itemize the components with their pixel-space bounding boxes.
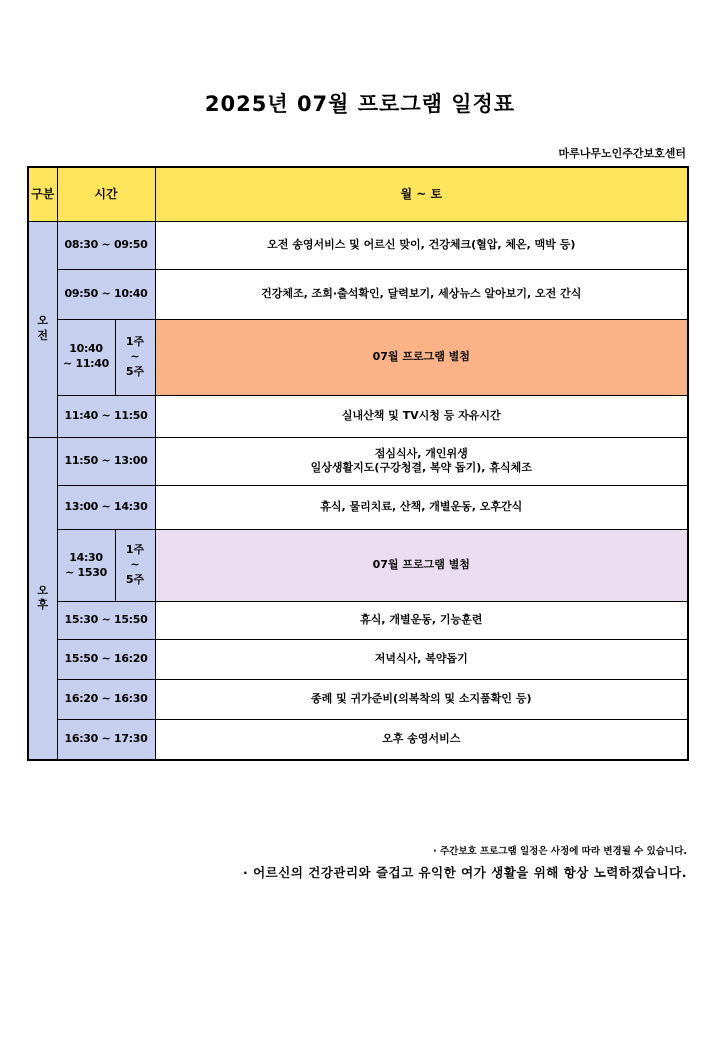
activity-cell: 휴식, 개별운동, 기능훈련 — [155, 602, 688, 640]
header-category: 구분 — [28, 167, 57, 221]
time-cell: 09:50 ~ 10:40 — [57, 269, 155, 319]
table-row — [28, 221, 688, 269]
table-row — [28, 720, 688, 760]
time-cell: 15:50 ~ 16:20 — [57, 640, 155, 680]
time-cell: 08:30 ~ 09:50 — [57, 221, 155, 269]
activity-cell: 오전 송영서비스 및 어르신 맞이, 건강체크(혈압, 체온, 맥박 등) — [155, 221, 688, 269]
time-cell: 16:30 ~ 17:30 — [57, 720, 155, 760]
time-cell: 10:40 ~ 11:40 — [57, 319, 115, 395]
footnotes — [243, 843, 687, 881]
section-pm: 오 후 — [28, 437, 57, 760]
section-am: 오 전 — [28, 221, 57, 437]
table-row — [28, 486, 688, 530]
activity-cell: 점심식사, 개인위생 일상생활지도(구강청결, 복약 돕기), 휴식체조 — [155, 437, 688, 485]
page-title: 2025년 07월 프로그램 일정표 — [204, 92, 516, 116]
table-row — [28, 437, 688, 485]
footnote-schedule-change: · 주간보호 프로그램 일정은 사정에 따라 변경될 수 있습니다. — [433, 846, 687, 857]
time-cell: 14:30 ~ 1530 — [57, 530, 115, 602]
activity-cell: 실내산책 및 TV시청 등 자유시간 — [155, 395, 688, 437]
time-cell: 11:40 ~ 11:50 — [57, 395, 155, 437]
header-time: 시간 — [57, 167, 155, 221]
time-cell: 13:00 ~ 14:30 — [57, 486, 155, 530]
activity-cell: 건강체조, 조회·출석확인, 달력보기, 세상뉴스 알아보기, 오전 간식 — [155, 269, 688, 319]
header-days: 월 ~ 토 — [155, 167, 688, 221]
footnote-commitment: · 어르신의 건강관리와 즐겁고 유익한 여가 생활을 위해 항상 노력하겠습니다. — [243, 865, 687, 880]
time-cell: 15:30 ~ 15:50 — [57, 602, 155, 640]
table-row — [28, 395, 688, 437]
week-range-cell: 1주 ~ 5주 — [115, 530, 155, 602]
organization-name: 마루나무노인주간보호센터 — [558, 147, 686, 160]
activity-cell: 저녁식사, 복약돕기 — [155, 640, 688, 680]
activity-cell: 종례 및 귀가준비(의복착의 및 소지품확인 등) — [155, 680, 688, 720]
program-attachment-cell: 07월 프로그램 별첨 — [155, 319, 688, 395]
header-row — [28, 167, 688, 221]
program-attachment-cell: 07월 프로그램 별첨 — [155, 530, 688, 602]
table-row — [28, 319, 688, 395]
table-row — [28, 269, 688, 319]
week-range-cell: 1주 ~ 5주 — [115, 319, 155, 395]
time-cell: 16:20 ~ 16:30 — [57, 680, 155, 720]
schedule-table — [27, 166, 689, 761]
activity-cell: 오후 송영서비스 — [155, 720, 688, 760]
table-row — [28, 530, 688, 602]
activity-cell: 휴식, 물리치료, 산책, 개별운동, 오후간식 — [155, 486, 688, 530]
table-row — [28, 680, 688, 720]
time-cell: 11:50 ~ 13:00 — [57, 437, 155, 485]
table-row — [28, 602, 688, 640]
table-row — [28, 640, 688, 680]
